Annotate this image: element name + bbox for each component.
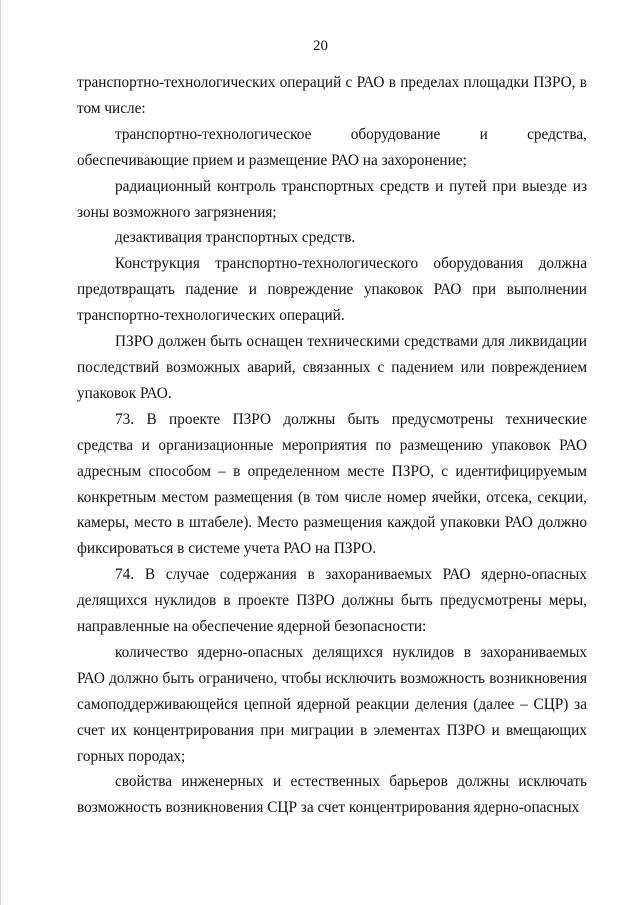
page-number: 20 (313, 38, 328, 54)
paragraph-list-item: дезактивация транспортных средств. (115, 229, 356, 247)
paragraph-list-item: радиационный контроль транспортных средств и путей при выезде из зоны возможного загрязнения; (77, 177, 587, 221)
paragraph: Конструкция транспортно-технологического оборудования должна предотвращать падение и повреждение упаковок РАО при выполнении транспортно-технологических операций. (77, 255, 587, 325)
paragraph-clause-74: 74. В случае содержания в захораниваемых РАО ядерно-опасных делящихся нуклидов в проекте ПЗРО должны быть предусмотрены меры, направленные на обеспечение ядерной безопасности: (77, 566, 587, 636)
paragraph-list-item: количество ядерно-опасных делящихся нуклидов в захораниваемых РАО должно быть ограничено, чтобы исключить возможность возникновения самоподдерживающейся цепной ядерной реакции деления (далее – СЦР) за счет их концентрирования при миграции в элементах ПЗРО и вмещающих горных породах; (77, 643, 587, 765)
paragraph-clause-73: 73. В проекте ПЗРО должны быть предусмотрены технические средства и организационные мероприятия по размещению упаковок РАО адресным способом – в определенном месте ПЗРО, с идентифицируемым конкретным местом размещения (в том числе номер ячейки, отсека, секции, камеры, место в штабеле). Место размещения каждой упаковки РАО должно фиксироваться в системе учета РАО на ПЗРО. (77, 410, 587, 558)
paragraph: ПЗРО должен быть оснащен техническими средствами для ликвидации последствий возможных аварий, связанных с падением или повреждением упаковок РАО. (77, 333, 587, 402)
paragraph-list-item: транспортно-технологическое оборудование и средства, обеспечивающие прием и размещение РАО на захоронение; (77, 125, 587, 169)
paragraph-continuation: транспортно-технологических операций с РАО в пределах площадки ПЗРО, в том числе: (77, 74, 587, 117)
page-body (77, 70, 587, 821)
paragraph-list-item: свойства инженерных и естественных барьеров должны исключать возможность возникновения СЦР за счет концентрирования ядерно-опасных (77, 773, 587, 817)
